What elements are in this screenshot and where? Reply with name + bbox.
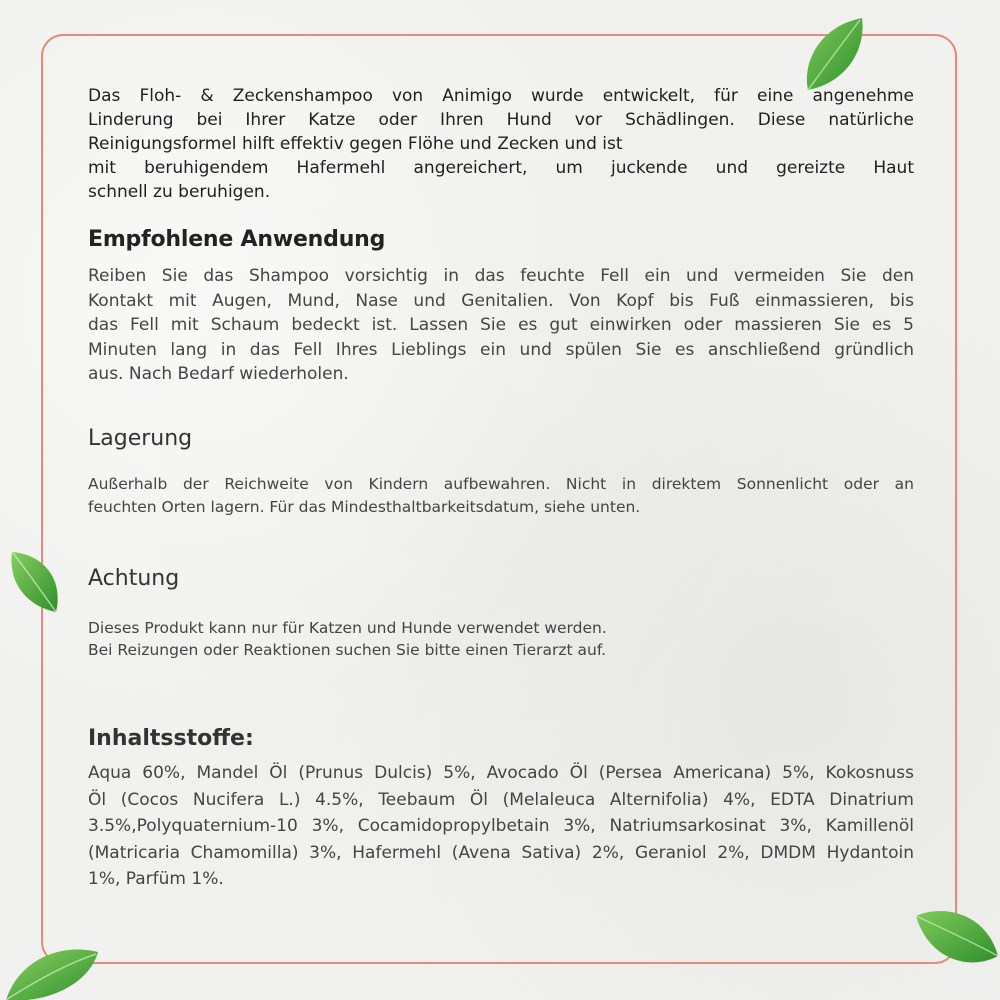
- leaf-icon: [912, 906, 1000, 972]
- lagerung-heading: Lagerung: [88, 426, 193, 451]
- intro-line: Das Floh- & Zeckenshampoo von Animigo wurde entwickelt, für eine angenehme: [88, 86, 914, 106]
- anwendung-line: Reiben Sie das Shampoo vorsichtig in das feuchte Fell ein und vermeiden Sie den: [88, 266, 914, 286]
- inhalt-line: 3.5%,Polyquaternium-10 3%, Cocamidopropylbetain 3%, Natriumsarkosinat 3%, Kamillenöl: [88, 816, 914, 836]
- anwendung-line: Kontakt mit Augen, Mund, Nase und Genitalien. Von Kopf bis Fuß einmassieren, bis: [88, 290, 914, 311]
- inhalt-line: (Matricaria Chamomilla) 3%, Hafermehl (Avena Sativa) 2%, Geraniol 2%, DMDM Hydantoin: [88, 842, 914, 863]
- intro-line: Linderung bei Ihrer Katze oder Ihren Hund vor Schädlingen. Diese natürliche: [88, 110, 914, 130]
- anwendung-line: aus. Nach Bedarf wiederholen.: [88, 364, 349, 384]
- anwendung-line: das Fell mit Schaum bedeckt ist. Lassen Sie es gut einwirken oder massieren Sie es 5: [88, 315, 914, 335]
- inhalt-line: 1%, Parfüm 1%.: [88, 869, 224, 889]
- leaf-icon: [4, 942, 100, 1000]
- lagerung-line: Außerhalb der Reichweite von Kindern aufbewahren. Nicht in direktem Sonnenlicht oder an: [88, 475, 914, 493]
- intro-line: Reinigungsformel hilft effektiv gegen Flöhe und Zecken und ist: [88, 134, 623, 154]
- achtung-heading: Achtung: [88, 566, 180, 591]
- inhalt-paragraph: [88, 760, 914, 893]
- achtung-line: Bei Reizungen oder Reaktionen suchen Sie bitte einen Tierarzt auf.: [88, 641, 607, 659]
- leaf-icon: [6, 548, 64, 616]
- anwendung-heading: Empfohlene Anwendung: [88, 227, 386, 252]
- anwendung-paragraph: [88, 264, 914, 387]
- achtung-line: Dieses Produkt kann nur für Katzen und Hunde verwendet werden.: [88, 619, 607, 637]
- intro-paragraph: [88, 84, 914, 204]
- intro-line: mit beruhigendem Hafermehl angereichert, um juckende und gereizte Haut: [88, 158, 914, 178]
- lagerung-line: feuchten Orten lagern. Für das Mindesthaltbarkeitsdatum, siehe unten.: [88, 498, 641, 516]
- intro-line: schnell zu beruhigen.: [88, 182, 271, 202]
- intro-section: [88, 84, 914, 204]
- achtung-paragraph: [88, 617, 914, 661]
- inhalt-line: Aqua 60%, Mandel Öl (Prunus Dulcis) 5%, Avocado Öl (Persea Americana) 5%, Kokosnuss: [88, 763, 914, 783]
- inhalt-line: Öl (Cocos Nucifera L.) 4.5%, Teebaum Öl (Melaleuca Alternifolia) 4%, EDTA Dinatrium: [88, 789, 914, 810]
- anwendung-line: Minuten lang in das Fell Ihres Lieblings ein und spülen Sie es anschließend gründlich: [88, 339, 914, 360]
- leaf-icon: [800, 12, 870, 94]
- inhalt-heading: Inhaltsstoffe:: [88, 726, 254, 751]
- lagerung-paragraph: [88, 473, 914, 519]
